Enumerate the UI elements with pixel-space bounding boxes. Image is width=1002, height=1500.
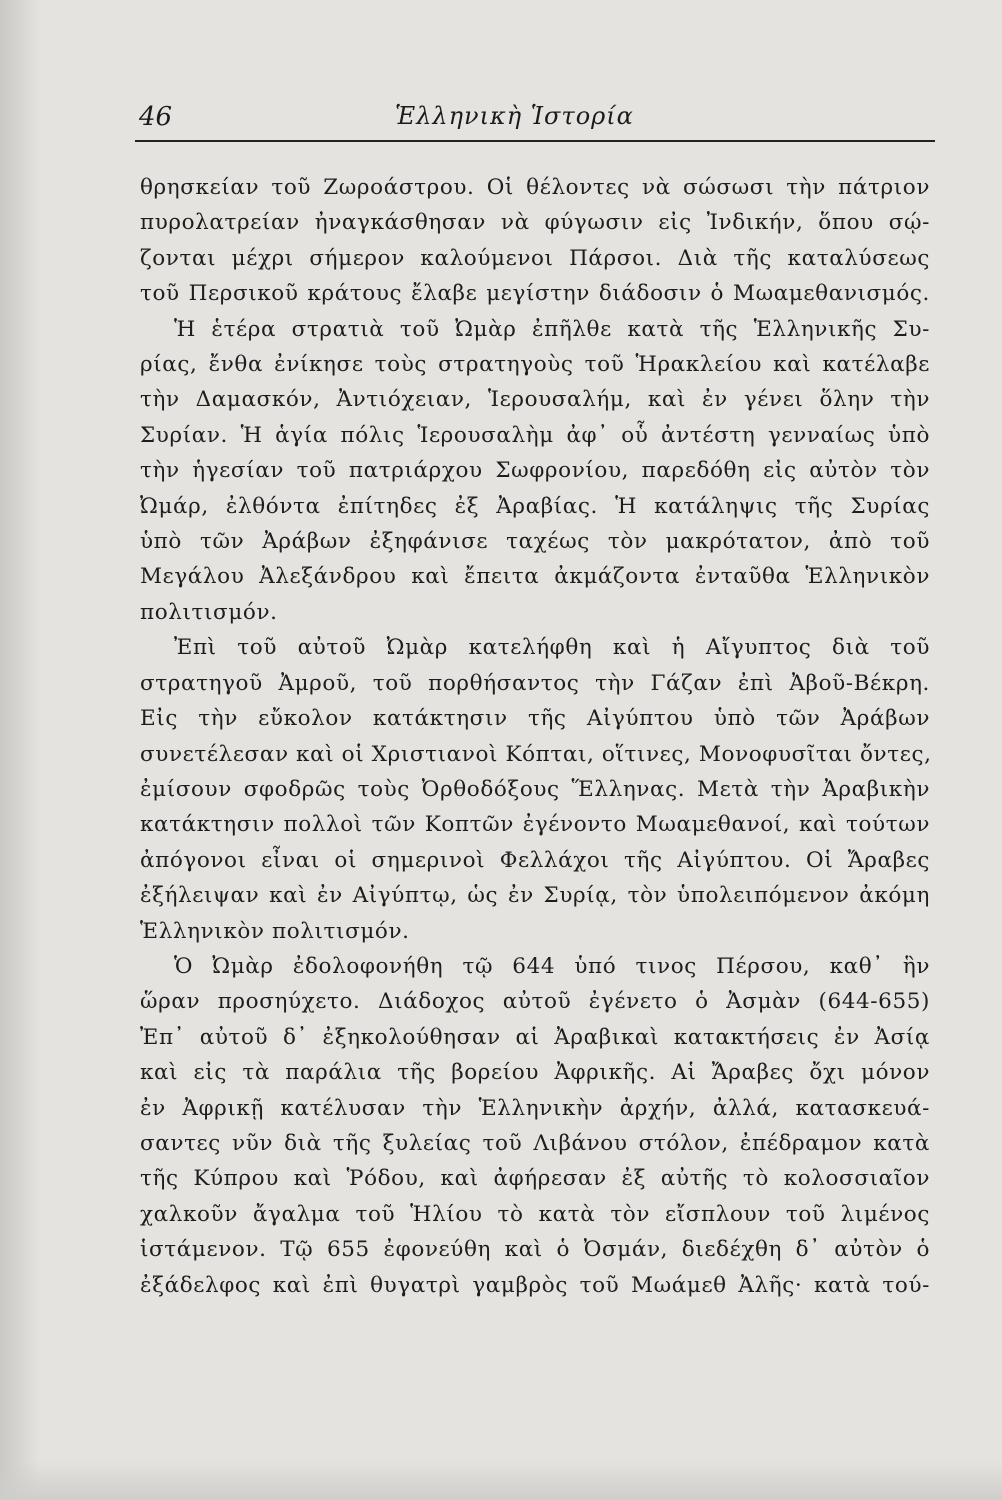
text-line: τὴν Δαμασκόν, Ἀντιόχειαν, Ἱερουσαλήμ, καὶ ἐν γένει ὅλην τὴν [140,387,930,413]
page-number: 46 [139,102,173,132]
page-header [135,100,935,144]
text-line: ἱστάμενον. Τῷ 655 ἐφονεύθη καὶ ὁ Ὀσμάν, διεδέχθη δ᾽ αὐτὸν ὁ [140,1237,930,1263]
text-line: πυρολατρείαν ἠναγκάσθησαν νὰ φύγωσιν εἰς Ἰνδικήν, ὅπου σῴ- [140,210,930,236]
running-title: Ἑλληνικὴ Ἱστορία [395,102,634,130]
text-line: ζονται μέχρι σήμερον καλούμενοι Πάρσοι. Διὰ τῆς καταλύσεως [140,245,930,271]
text-line: ἀπόγονοι εἶναι οἱ σημερινοὶ Φελλάχοι τῆς Αἰγύπτου. Οἱ Ἄραβες [140,847,930,873]
text-line: πολιτισμόν. [140,599,278,625]
text-line: τῆς Κύπρου καὶ Ῥόδου, καὶ ἀφήρεσαν ἐξ αὐτῆς τὸ κολοσσιαῖον [140,1166,930,1192]
text-line: στρατηγοῦ Ἀμροῦ, τοῦ πορθήσαντος τὴν Γάζαν ἐπὶ Ἀβοῦ-Βέκρη. [140,670,930,696]
text-line: Ἐπ᾽ αὐτοῦ δ᾽ ἐξηκολούθησαν αἱ Ἀραβικαὶ κατακτήσεις ἐν Ἀσίᾳ [140,1024,930,1050]
page-edge-shadow [0,0,40,1500]
text-line: Μεγάλου Ἀλεξάνδρου καὶ ἔπειτα ἀκμάζοντα ἐνταῦθα Ἑλληνικὸν [140,564,930,590]
text-line: Ὠμάρ, ἐλθόντα ἐπίτηδες ἐξ Ἀραβίας. Ἡ κατάληψις τῆς Συρίας [140,493,930,519]
header-rule [135,140,935,142]
text-line: τοῦ Περσικοῦ κράτους ἔλαβε μεγίστην διάδοσιν ὁ Μωαμεθανισμός. [140,281,930,307]
text-line: καὶ εἰς τὰ παράλια τῆς βορείου Ἀφρικῆς. Αἱ Ἄραβες ὄχι μόνον [140,1060,930,1086]
text-line: θρησκείαν τοῦ Ζωροάστρου. Οἱ θέλοντες νὰ σώσωσι τὴν πάτριον [140,175,930,200]
text-line: ὑπὸ τῶν Ἀράβων ἐξηφάνισε ταχέως τὸν μακρότατον, ἀπὸ τοῦ [140,529,930,555]
text-line: συνετέλεσαν καὶ οἱ Χριστιανοὶ Κόπται, οἵτινες, Μονοφυσῖται ὄντες, [140,741,932,767]
body-text [140,170,930,1303]
text-line: Συρίαν. Ἡ ἁγία πόλις Ἱερουσαλὴμ ἀφ᾽ οὗ ἀντέστη γενναίως ὑπὸ [140,422,930,448]
text-line: χαλκοῦν ἄγαλμα τοῦ Ἡλίου τὸ κατὰ τὸν εἴσπλουν τοῦ λιμένος [140,1201,930,1227]
text-line: Ἡ ἑτέρα στρατιὰ τοῦ Ὠμὰρ ἐπῆλθε κατὰ τῆς Ἑλληνικῆς Συ- [174,316,930,342]
text-line: Ἑλληνικὸν πολιτισμόν. [140,918,410,944]
text-line: τὴν ἡγεσίαν τοῦ πατριάρχου Σωφρονίου, παρεδόθη εἰς αὐτὸν τὸν [140,458,930,484]
text-line: ἐξάδελφος καὶ ἐπὶ θυγατρὶ γαμβρὸς τοῦ Μωάμεθ Ἀλῆς· κατὰ τού- [140,1272,930,1298]
text-line: σαντες νῦν διὰ τῆς ξυλείας τοῦ Λιβάνου στόλον, ἐπέδραμον κατὰ [140,1130,930,1156]
text-line: Εἰς τὴν εὔκολον κατάκτησιν τῆς Αἰγύπτου ὑπὸ τῶν Ἀράβων [140,706,930,732]
text-line: ἐν Ἀφρικῇ κατέλυσαν τὴν Ἑλληνικὴν ἀρχήν, ἀλλά, κατασκευά- [140,1095,930,1121]
text-line: κατάκτησιν πολλοὶ τῶν Κοπτῶν ἐγένοντο Μωαμεθανοί, καὶ τούτων [140,812,930,838]
text-line: Ὁ Ὠμὰρ ἐδολοφονήθη τῷ 644 ὑπό τινος Πέρσου, καθ᾽ ἣν [174,953,930,979]
text-line: ἐμίσουν σφοδρῶς τοὺς Ὀρθοδόξους Ἕλληνας. Μετὰ τὴν Ἀραβικὴν [140,776,930,802]
text-line: ἐξήλειψαν καὶ ἐν Αἰγύπτῳ, ὡς ἐν Συρίᾳ, τὸν ὑπολειπόμενον ἀκόμη [140,883,930,909]
text-line: ὥραν προσηύχετο. Διάδοχος αὐτοῦ ἐγένετο ὁ Ἀσμὰν (644-655) [140,989,930,1015]
page-bottom-shadow [0,1460,1002,1500]
text-line: ρίας, ἔνθα ἐνίκησε τοὺς στρατηγοὺς τοῦ Ἡρακλείου καὶ κατέλαβε [140,352,930,378]
text-line: Ἐπὶ τοῦ αὐτοῦ Ὠμὰρ κατελήφθη καὶ ἡ Αἴγυπτος διὰ τοῦ [174,635,930,661]
